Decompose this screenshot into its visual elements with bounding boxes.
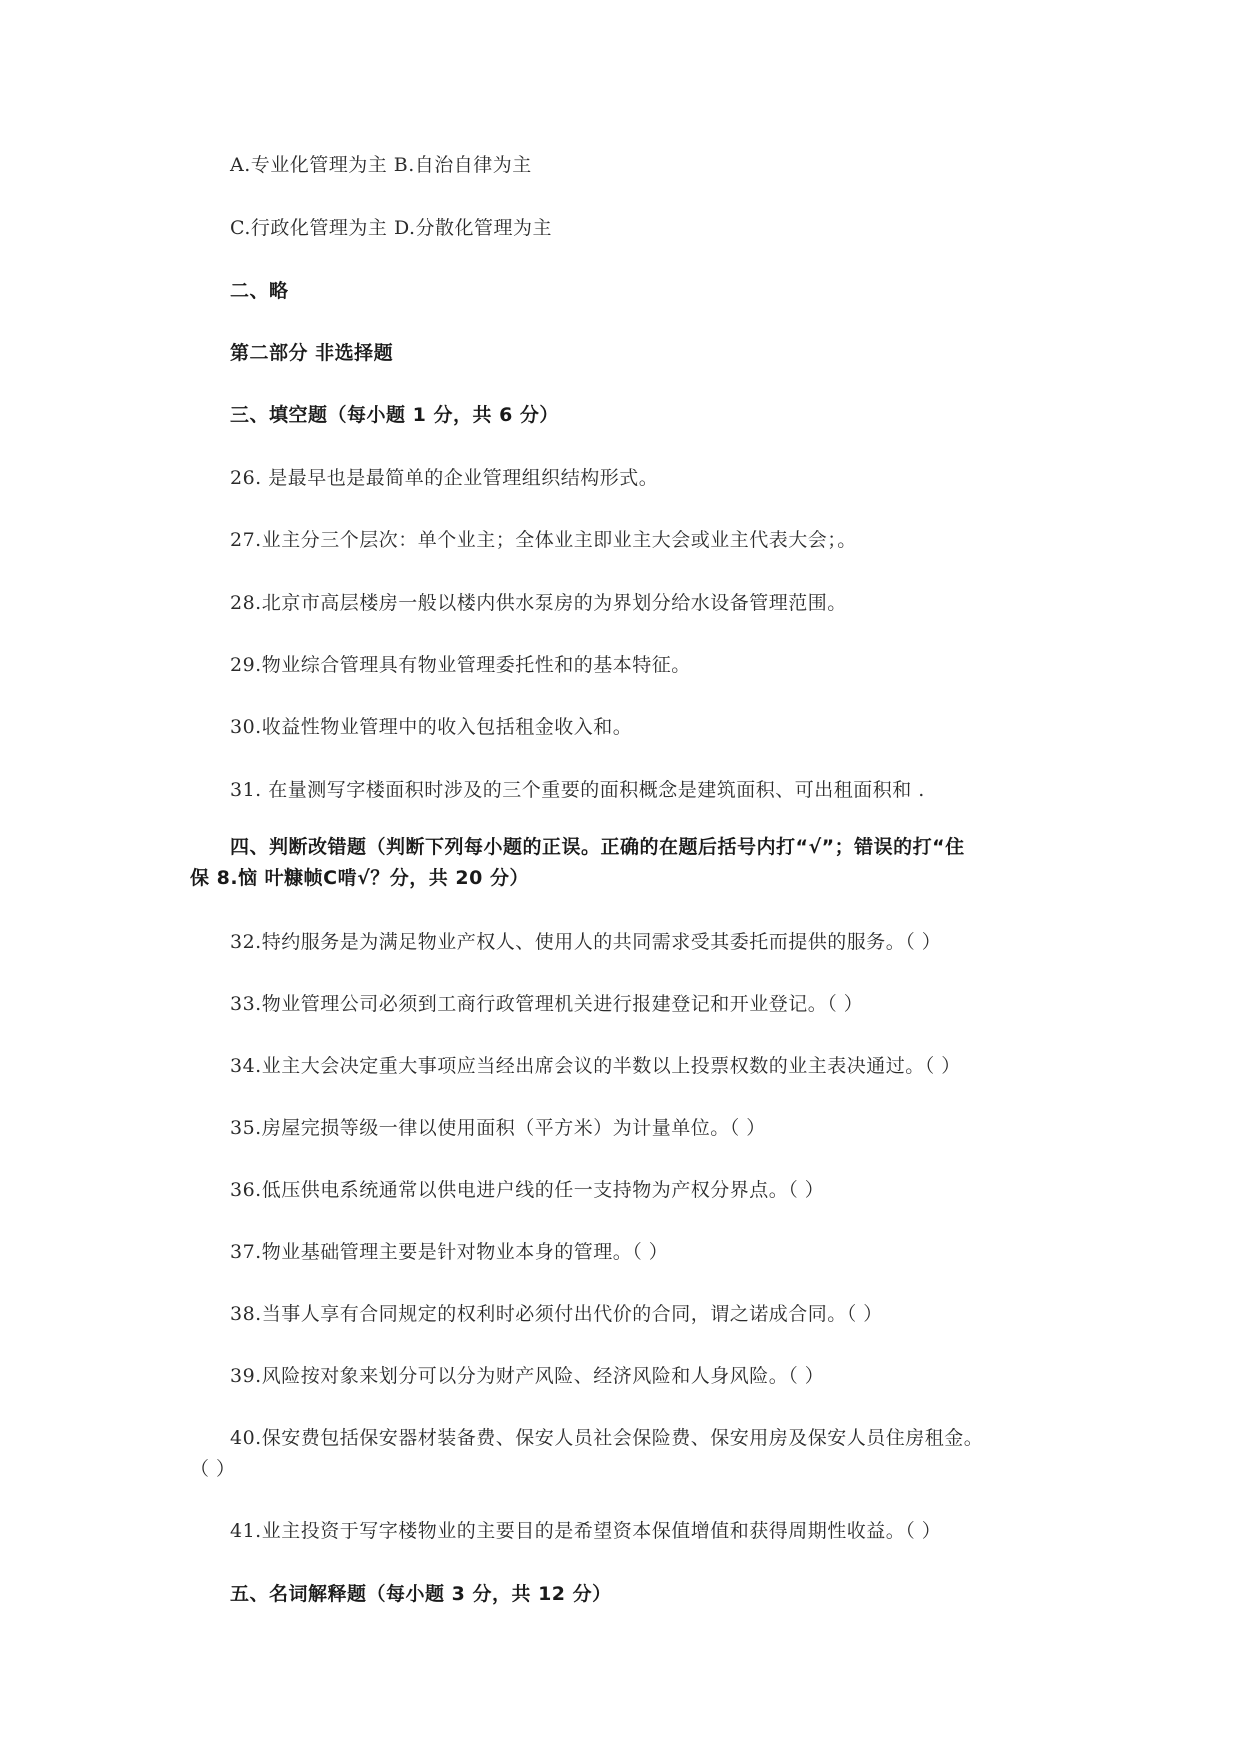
question-29: 29.物业综合管理具有物业管理委托性和的基本特征。 [230,654,691,676]
question-37: 37.物业基础管理主要是针对物业本身的管理。（ ） [230,1241,669,1263]
question-35: 35.房屋完损等级一律以使用面积（平方米）为计量单位。（ ） [230,1117,766,1139]
question-26: 26. 是最早也是最简单的企业管理组织结构形式。 [230,467,659,489]
question-36: 36.低压供电系统通常以供电进户线的任一支持物为产权分界点。（ ） [230,1179,825,1201]
question-28: 28.北京市高层楼房一般以楼内供水泵房的为界划分给水设备管理范围。 [230,592,847,614]
section-heading-4: 四、判断改错题（判断下列每小题的正误。正确的在题后括号内打“√”；错误的打“住 [230,836,965,858]
question-38: 38.当事人享有合同规定的权利时必须付出代价的合同，谓之诺成合同。（ ） [230,1303,883,1325]
section-heading-5: 五、名词解释题（每小题 3 分，共 12 分） [230,1583,612,1605]
part-heading: 第二部分 非选择题 [230,342,394,364]
question-39: 39.风险按对象来划分可以分为财产风险、经济风险和人身风险。（ ） [230,1365,825,1387]
question-40-continued: （ ） [190,1458,236,1480]
section-heading-2: 二、略 [230,280,289,302]
section-heading-3: 三、填空题（每小题 1 分，共 6 分） [230,404,559,426]
question-27: 27.业主分三个层次：单个业主；全体业主即业主大会或业主代表大会；。 [230,529,857,551]
question-41: 41.业主投资于写字楼物业的主要目的是希望资本保值增值和获得周期性收益。（ ） [230,1520,942,1542]
option-line-ab: A.专业化管理为主 B.自治自律为主 [230,154,532,176]
question-31: 31. 在量测写字楼面积时涉及的三个重要的面积概念是建筑面积、可出租面积和 . [230,779,925,801]
question-32: 32.特约服务是为满足物业产权人、使用人的共同需求受其委托而提供的服务。（ ） [230,931,942,953]
question-34: 34.业主大会决定重大事项应当经出席会议的半数以上投票权数的业主表决通过。（ ） [230,1055,961,1077]
option-line-cd: C.行政化管理为主 D.分散化管理为主 [230,217,553,239]
question-30: 30.收益性物业管理中的收入包括租金收入和。 [230,716,633,738]
question-40: 40.保安费包括保安器材装备费、保安人员社会保险费、保安用房及保安人员住房租金。 [230,1427,984,1449]
section-heading-4-continued: 保 8.恼 叶糠帧C啃√？分，共 20 分） [190,867,529,889]
question-33: 33.物业管理公司必须到工商行政管理机关进行报建登记和开业登记。（ ） [230,993,864,1015]
